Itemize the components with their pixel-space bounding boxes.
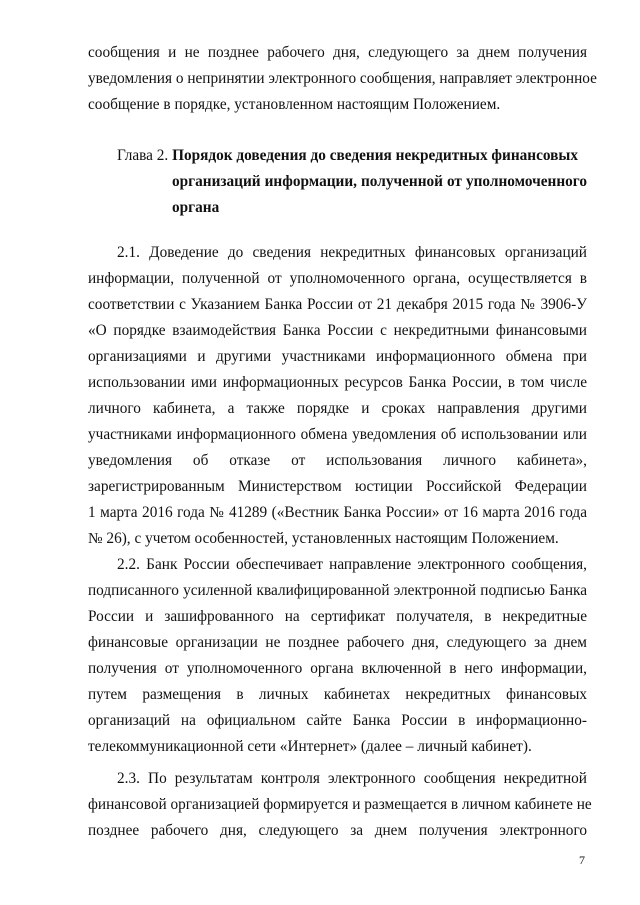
paragraph-2-1-line: 2.1. Доведение до сведения некредитных финансовых организаций	[117, 244, 587, 261]
chapter-title-line: органа	[172, 199, 220, 216]
paragraph-2-1-line: 1 марта 2016 года № 41289 («Вестник Банка России» от 16 марта 2016 года	[88, 504, 587, 521]
text-line: уведомления о непринятии электронного сообщения, направляет электронное	[88, 70, 597, 87]
paragraph-2-1-line: «О порядке взаимодействия Банка России с некредитными финансовыми	[88, 322, 587, 339]
paragraph-2-1-line: организациями и другими участниками информационного обмена при	[88, 348, 587, 365]
chapter-title-line: Порядок доведения до сведения некредитных финансовых	[172, 147, 579, 164]
paragraph-2-2-line: России и зашифрованного на сертификат получателя, в некредитные	[88, 608, 587, 625]
paragraph-2-2-line: телекоммуникационной сети «Интернет» (далее – личный кабинет).	[88, 738, 532, 755]
paragraph-2-1-line: зарегистрированным Министерством юстиции Российской Федерации	[88, 478, 587, 495]
paragraph-2-2-line: финансовые организации не позднее рабочего дня, следующего за днем	[88, 634, 587, 651]
paragraph-2-2-line: организаций на официальном сайте Банка России в информационно-	[88, 712, 587, 729]
paragraph-2-2-line: получения от уполномоченного органа включенной в него информации,	[88, 660, 587, 677]
paragraph-2-3-line: 2.3. По результатам контроля электронного сообщения некредитной	[117, 770, 587, 787]
paragraph-2-2-line: путем размещения в личных кабинетах некредитных финансовых	[88, 686, 587, 703]
paragraph-2-1-line: личного кабинета, а также порядке и сроках направления другими	[88, 400, 587, 417]
chapter-label: Глава 2.	[117, 147, 169, 164]
paragraph-2-1-line: информации, полученной от уполномоченного органа, осуществляется в	[88, 270, 587, 287]
paragraph-2-2-line: подписанного усиленной квалифицированной электронной подписью Банка	[88, 582, 587, 599]
paragraph-2-2-line: 2.2. Банк России обеспечивает направление электронного сообщения,	[117, 556, 587, 573]
paragraph-2-1-line: соответствии с Указанием Банка России от 21 декабря 2015 года № 3906-У	[88, 296, 587, 313]
paragraph-2-1-line: участниками информационного обмена уведомления об использовании или	[88, 426, 587, 443]
text-line: сообщение в порядке, установленном настоящим Положением.	[88, 96, 501, 113]
paragraph-2-1-line: № 26), с учетом особенностей, установленных настоящим Положением.	[88, 530, 559, 547]
text-line: сообщения и не позднее рабочего дня, следующего за днем получения	[88, 44, 587, 61]
paragraph-2-1-line: использовании ими информационных ресурсов Банка России, в том числе	[88, 374, 587, 391]
paragraph-2-3-line: финансовой организацией формируется и размещается в личном кабинете не	[88, 796, 592, 813]
paragraph-2-1-line: уведомления об отказе от использования личного кабинета»,	[88, 452, 587, 469]
paragraph-2-3-line: позднее рабочего дня, следующего за днем получения электронного	[88, 822, 587, 839]
chapter-title-line: организаций информации, полученной от уполномоченного	[172, 173, 587, 190]
chapter-heading	[117, 146, 578, 166]
page-number: 7	[579, 853, 585, 867]
